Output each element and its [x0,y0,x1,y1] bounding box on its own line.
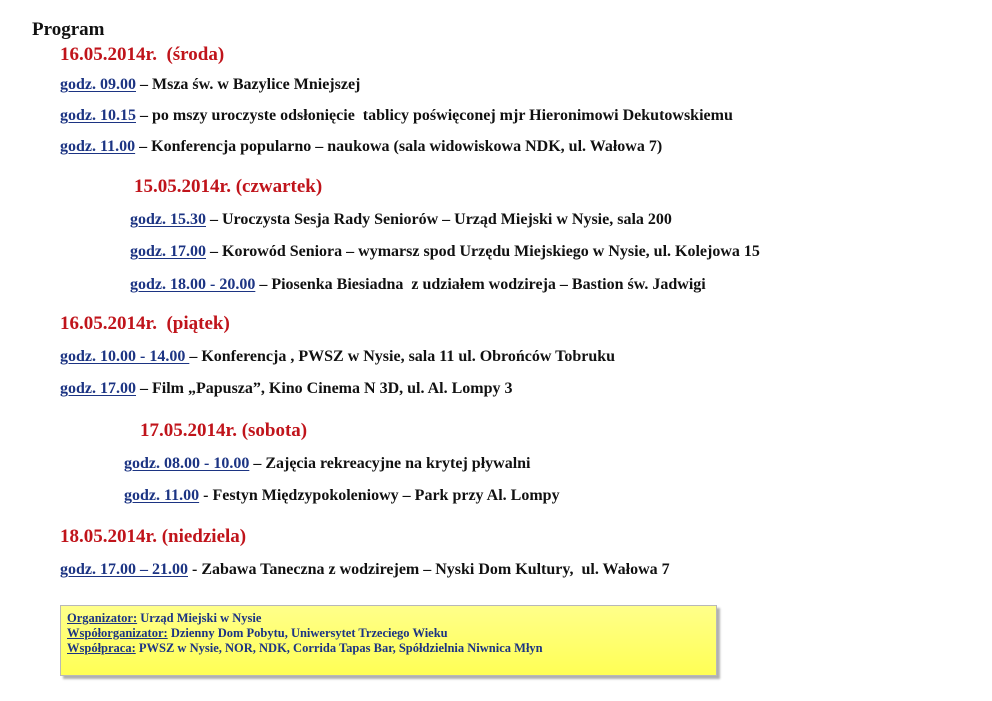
cooperation-line [67,641,710,656]
event-line [60,380,512,398]
event-line [60,561,670,579]
day-heading: 18.05.2014r. (niedziela) [60,526,247,547]
event-time-link[interactable]: godz. 17.00 [130,243,206,260]
event-line [60,76,360,94]
event-description: – Uroczysta Sesja Rady Seniorów – Urząd Miejski w Nysie, sala 200 [206,211,672,228]
event-time-link[interactable]: godz. 11.00 [60,138,136,155]
event-time-link[interactable]: godz. 10.15 [60,107,136,124]
event-line [60,348,615,366]
organizer-value: Urząd Miejski w Nysie [137,611,262,625]
event-line [124,455,530,473]
event-time-link[interactable]: godz. 09.00 [60,76,136,93]
day-heading: 17.05.2014r. (sobota) [140,420,308,441]
event-time-link[interactable]: godz. 17.00 – 21.00 [60,561,188,578]
event-time-link[interactable]: godz. 10.00 - 14.00 [60,348,190,365]
event-time-link[interactable]: godz. 11.00 [124,487,200,504]
day-heading: 16.05.2014r. (piątek) [60,313,230,334]
cooperation-label: Współpraca: [67,641,136,655]
event-description: - Festyn Międzypokoleniowy – Park przy Al. Lompy [199,487,560,504]
day-heading: 16.05.2014r. (środa) [60,44,225,65]
day-heading: 15.05.2014r. (czwartek) [134,176,323,197]
event-time-link[interactable]: godz. 15.30 [130,211,206,228]
organizers-box [60,605,717,676]
event-description: - Zabawa Taneczna z wodzirejem – Nyski Dom Kultury, ul. Wałowa 7 [188,561,670,578]
event-line [130,276,706,294]
page-title: Program [32,19,105,40]
event-line [124,487,560,505]
event-line [60,107,733,125]
co-organizer-value: Dzienny Dom Pobytu, Uniwersytet Trzeciego Wieku [167,626,448,640]
event-time-link[interactable]: godz. 17.00 [60,380,136,397]
event-line [130,211,672,229]
event-description: – Piosenka Biesiadna z udziałem wodzireja – Bastion św. Jadwigi [255,276,706,293]
event-time-link[interactable]: godz. 18.00 - 20.00 [130,276,256,293]
organizer-line [67,611,710,626]
event-description: – Msza św. w Bazylice Mniejszej [136,76,361,93]
cooperation-value: PWSZ w Nysie, NOR, NDK, Corrida Tapas Bar, Spółdzielnia Niwnica Młyn [135,641,543,655]
event-description: – Konferencja , PWSZ w Nysie, sala 11 ul. Obrońców Tobruku [189,348,616,365]
event-line [130,243,760,261]
co-organizer-label: Współorganizator: [67,626,168,640]
event-description: – Zajęcia rekreacyjne na krytej pływalni [249,455,531,472]
event-description: – po mszy uroczyste odsłonięcie tablicy poświęconej mjr Hieronimowi Dekutowskiemu [136,107,733,124]
organizer-label: Organizator: [67,611,138,625]
event-description: – Film „Papusza”, Kino Cinema N 3D, ul. Al. Lompy 3 [136,380,513,397]
event-description: – Korowód Seniora – wymarsz spod Urzędu Miejskiego w Nysie, ul. Kolejowa 15 [206,243,760,260]
event-time-link[interactable]: godz. 08.00 - 10.00 [124,455,250,472]
event-description: – Konferencja popularno – naukowa (sala widowiskowa NDK, ul. Wałowa 7) [135,138,663,155]
event-line [60,138,662,156]
co-organizer-line [67,626,710,641]
